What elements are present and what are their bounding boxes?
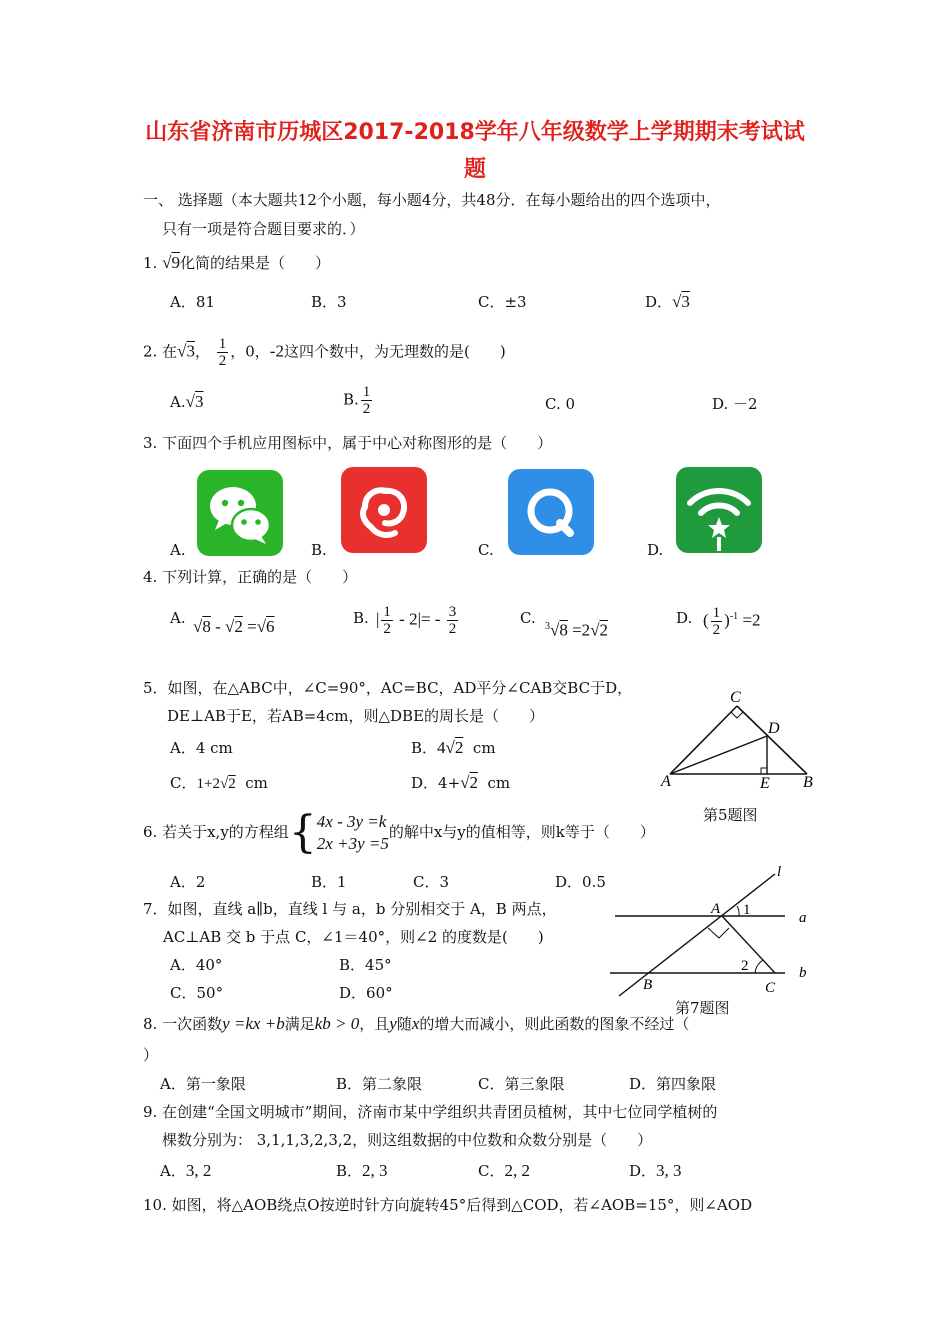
question-5-cont: DE⊥AB于E，若AB=4cm，则△DBE的周长是（ ） <box>167 707 545 725</box>
label-a-line: a <box>799 910 807 926</box>
question-2: 2. 在√3， $\frac{1}{2}$ ，0，-2这四个数中，为无理数的是( ) <box>143 336 506 369</box>
q4-option-c: C. <box>520 609 536 627</box>
q1-option-a: A．81 <box>170 293 215 311</box>
section-heading-cont: 只有一项是符合题目要求的．） <box>162 220 365 238</box>
q2-option-a: A.√3 <box>170 392 204 411</box>
q3-option-b: B. <box>311 541 327 559</box>
q2-option-c: C. 0 <box>545 395 576 413</box>
q3-option-d: D. <box>647 541 664 559</box>
question-3: 3. 下面四个手机应用图标中，属于中心对称图形的是（ ） <box>143 434 553 452</box>
question-8: 8. 一次函数y =kx +b满足kb > 0，且y随x的增大而减小，则此函数的图象不经过（ <box>143 1014 690 1033</box>
q5-option-c: C．1+2√2 cm <box>170 774 268 792</box>
q1-text: 化简的结果是（ ） <box>179 254 330 272</box>
q1-option-c: C．±3 <box>478 293 527 311</box>
question-7-cont: AC⊥AB 交 b 于点 C，∠1＝40°，则∠2 的度数是( ) <box>163 928 544 946</box>
question-5: 5．如图，在△ABC中，∠C=90°，AC=BC，AD平分∠CAB交BC于D， <box>143 679 633 697</box>
q7-figure <box>605 862 825 1002</box>
equation-system: 4x - 3y =k 2x +3y =5 <box>316 812 389 853</box>
wifi-icon <box>676 467 762 553</box>
exam-title: 山东省济南市历城区2017-2018学年八年级数学上学期期末考试试 <box>145 120 805 145</box>
label-B: B <box>803 774 813 791</box>
q8-option-d: D．第四象限 <box>629 1075 717 1093</box>
label-C7: C <box>765 980 776 996</box>
label-A: A <box>661 773 671 790</box>
q7-option-d: D．60° <box>339 984 393 1002</box>
q4-option-b: B. <box>353 609 369 627</box>
q2-option-d: D. －2 <box>712 395 758 413</box>
q4-option-a: A. <box>170 609 186 627</box>
question-8-cont: ） <box>143 1046 159 1064</box>
q3-option-c: C. <box>478 541 494 559</box>
q5-option-b: B．4√2 cm <box>411 738 496 757</box>
q8-option-a: A．第一象限 <box>160 1075 246 1093</box>
q8-option-c: C．第三象限 <box>478 1075 565 1093</box>
q1-number: 1. <box>143 254 158 272</box>
q5-figure-caption: 第5题图 <box>703 806 758 824</box>
label-E: E <box>760 775 770 792</box>
label-C: C <box>730 689 741 706</box>
q8-option-b: B．第二象限 <box>336 1075 423 1093</box>
q1-sqrt: √9 <box>162 253 180 272</box>
swirl-icon <box>341 467 427 553</box>
question-6: 6. 若关于x,y的方程组{ 4x - 3y =k 2x +3y =5 的解中x与y的值相等，则k等于（ ） <box>143 807 655 858</box>
section-heading: 一、 选择题（本大题共12个小题，每小题4分，共48分．在每小题给出的四个选项中， <box>143 191 721 209</box>
q3-option-a: A. <box>170 541 186 559</box>
q6-option-b: B．1 <box>311 873 347 891</box>
question-1 <box>143 253 330 273</box>
q5-figure <box>655 686 825 798</box>
label-angle-1: 1 <box>743 902 751 918</box>
system-brace: { <box>288 807 317 858</box>
q7-figure-caption: 第7题图 <box>675 999 730 1017</box>
q5-option-d: D．4+√2 cm <box>411 773 511 792</box>
q7-option-c: C．50° <box>170 984 224 1002</box>
q7-option-b: B．45° <box>339 956 392 974</box>
label-l: l <box>777 864 782 880</box>
question-7: 7．如图，直线 a∥b，直线 l 与 a，b 分别相交于 A，B 两点， <box>143 900 557 918</box>
search-q-icon <box>508 469 594 555</box>
wechat-icon <box>197 470 283 556</box>
q4-option-d-expr: ( $\frac{1}{2}$ )$^{-1}$ =2 <box>703 605 761 639</box>
label-b-line: b <box>799 965 807 981</box>
q6-option-a: A．2 <box>170 873 206 891</box>
label-A7: A <box>711 901 721 917</box>
label-B7: B <box>643 977 653 993</box>
q9-option-c: C．2, 2 <box>478 1161 530 1180</box>
exam-title-cont: 题 <box>463 157 486 182</box>
question-10: 10. 如图，将△AOB绕点O按逆时针方向旋转45°后得到△COD，若∠AOB=15°，则∠AOD <box>143 1196 753 1214</box>
q1-option-d: D．√3 <box>645 292 690 311</box>
q9-option-d: D．3, 3 <box>629 1161 682 1180</box>
q4-option-c-expr: $^3$√8 =2√2 <box>545 620 609 640</box>
question-9-cont: 棵数分别为： 3,1,1,3,2,3,2，则这组数据的中位数和众数分别是（ ） <box>162 1131 653 1149</box>
q6-option-d: D．0.5 <box>555 873 606 891</box>
q7-option-a: A．40° <box>170 956 223 974</box>
question-4: 4. 下列计算，正确的是（ ） <box>143 568 358 586</box>
q4-option-b-expr: | $\frac{1}{2}$ - 2|= - $\frac{3}{2}$ <box>376 604 457 637</box>
q9-option-b: B．2, 3 <box>336 1161 388 1180</box>
q4-option-d: D. <box>676 609 693 627</box>
q4-option-a-expr: √8 - √2 =√6 <box>193 617 275 636</box>
label-D: D <box>768 720 780 737</box>
q2-option-b: B. $\frac{1}{2}$ <box>343 384 371 417</box>
q2-fraction: $\frac{1}{2}$ <box>218 336 227 369</box>
q1-option-b: B．3 <box>311 293 347 311</box>
q6-option-c: C．3 <box>413 873 450 891</box>
question-9: 9. 在创建“全国文明城市”期间，济南市某中学组织共青团员植树，其中七位同学植树的 <box>143 1103 718 1121</box>
label-angle-2: 2 <box>741 958 749 974</box>
q9-option-a: A．3, 2 <box>160 1161 212 1180</box>
q5-option-a: A．4 cm <box>170 739 233 757</box>
